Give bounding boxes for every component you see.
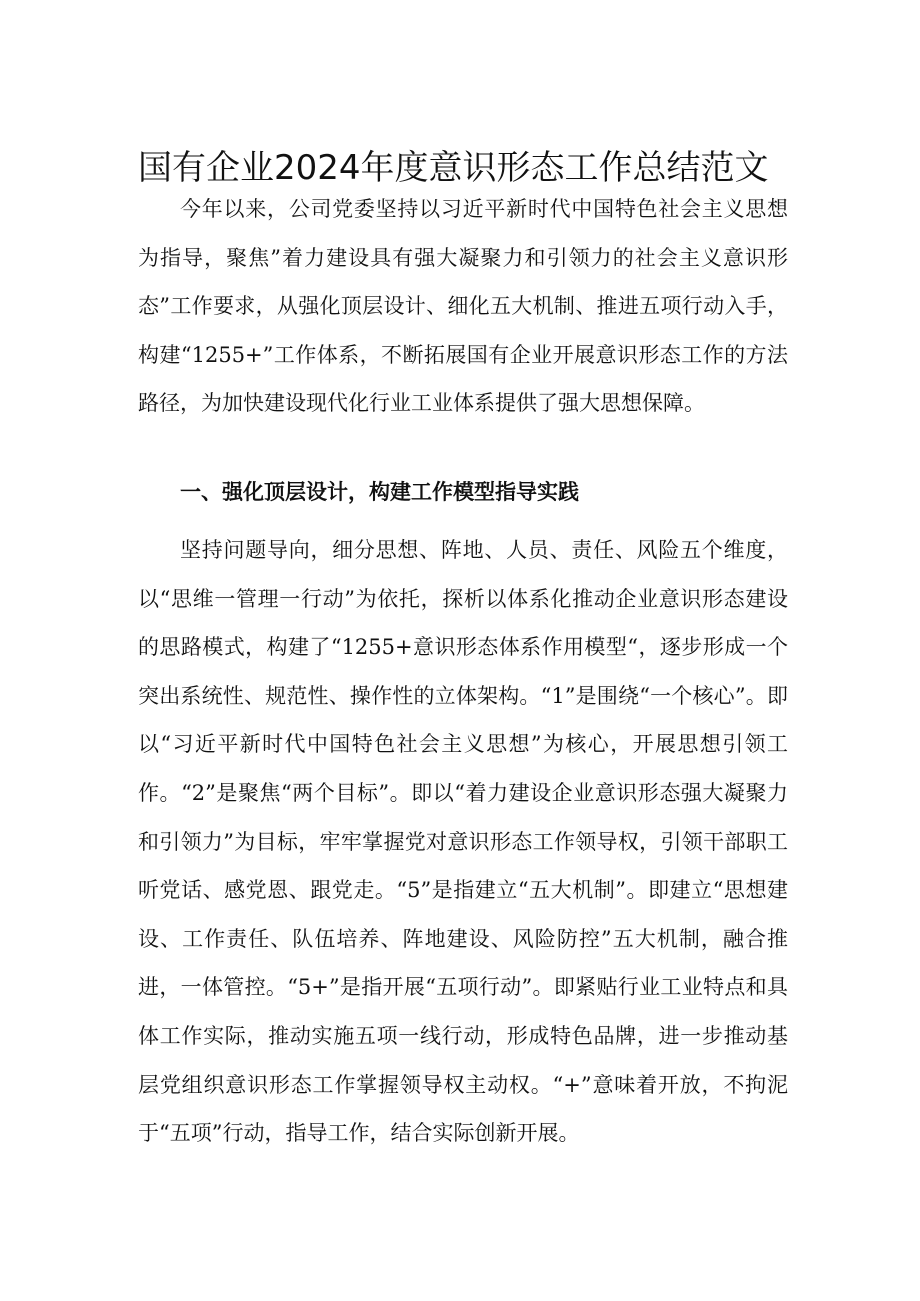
section-1-heading: 一、强化顶层设计，构建工作模型指导实践 [180,479,579,504]
section-1-paragraph: 坚持问题导向，细分思想、阵地、人员、责任、风险五个维度，以“思维一管理一行动”为依托，探析以体系化推动企业意识形态建设的思路模式，构建了“1255+意识形态体系作用模型“，逐步形成一个突出系统性、规范性、操作性的立体架构。“1”是围绕“一个核心”。即以“习近平新时代中国特色社会主义思想”为核心，开展思想引领工作。“2”是聚焦“两个目标”。即以“着力建设企业意识形态强大凝聚力和引领力”为目标，牢牢掌握党对意识形态工作领导权，引领干部职工听党话、感党恩、跟党走。“5”是指建立“五大机制”。即建立“思想建设、工作责任、队伍培养、阵地建设、风险防控”五大机制，融合推进，一体管控。“5+”是指开展“五项行动”。即紧贴行业工业特点和具体工作实际，推动实施五项一线行动，形成特色品牌，进一步推动基层党组织意识形态工作掌握领导权主动权。“+”意味着开放，不拘泥于“五项”行动，指导工作，结合实际创新开展。 [138,538,788,1146]
intro-paragraph: 今年以来，公司党委坚持以习近平新时代中国特色社会主义思想为指导，聚焦”着力建设具有强大凝聚力和引领力的社会主义意识形态”工作要求，从强化顶层设计、细化五大机制、推进五项行动入手，构建“1255+”工作体系，不断拓展国有企业开展意识形态工作的方法路径，为加快建设现代化行业工业体系提供了强大思想保障。 [138,197,788,416]
document-title: 国有企业2024年度意识形态工作总结范文 [138,148,769,188]
